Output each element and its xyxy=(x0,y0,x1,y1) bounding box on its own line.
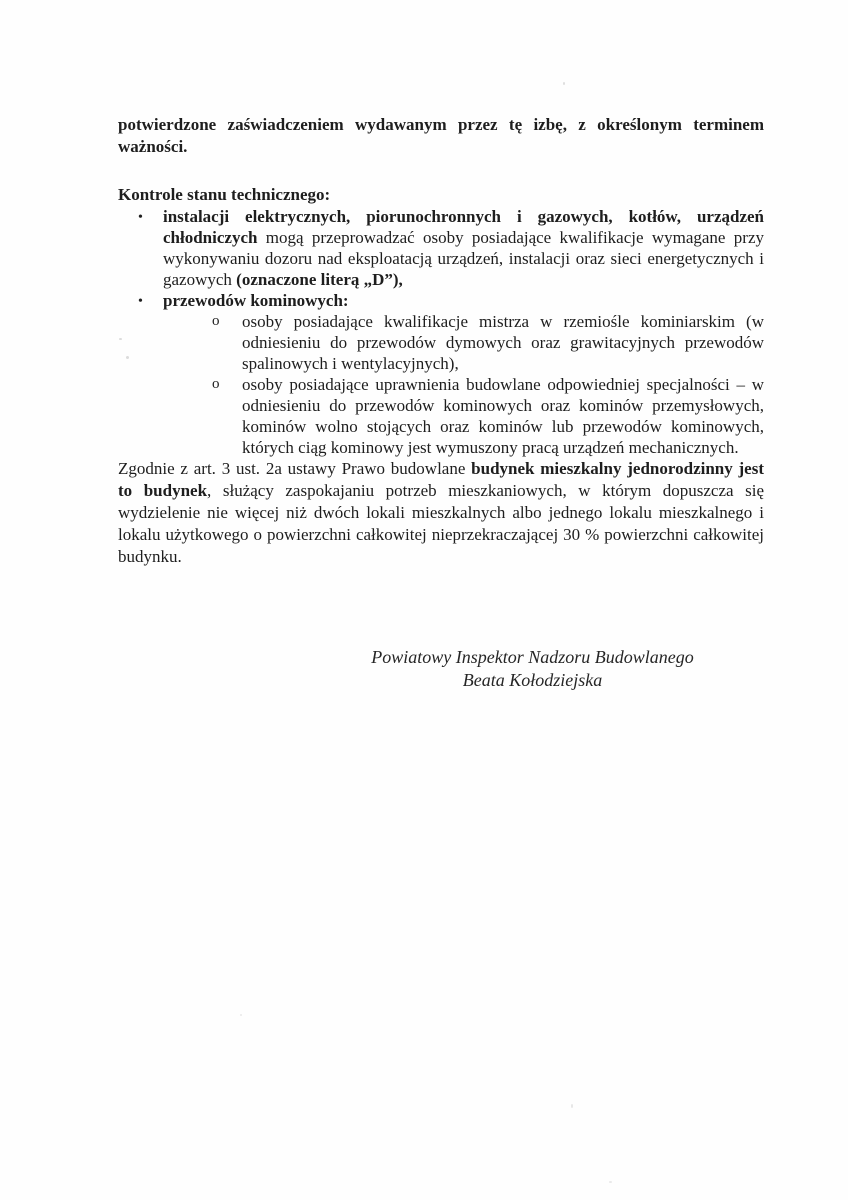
closing-bold-text: budynek mieszkalny jednorodzinny jest to budynek xyxy=(118,459,765,500)
section-heading: Kontrole stanu technicznego: xyxy=(118,185,331,204)
signature-block xyxy=(300,646,765,692)
closing-lead-text: Zgodnie z art. 3 ust. 2a ustawy Prawo budowlane xyxy=(118,459,472,478)
scan-artifact xyxy=(571,1104,573,1108)
intro-paragraph: potwierdzone zaświadczeniem wydawanym przez tę izbę, z określonym terminem ważności. xyxy=(118,115,764,156)
inspection-list xyxy=(118,206,764,458)
sub-list-item-1 xyxy=(208,311,764,374)
closing-paragraph xyxy=(118,458,764,568)
list-item-installations xyxy=(118,206,764,290)
scan-artifact xyxy=(609,1181,612,1183)
list-item-bold-tail: (oznaczone literą „D”), xyxy=(236,270,403,289)
chimney-label-bold: przewodów kominowych: xyxy=(163,291,349,310)
sub-list-item-2 xyxy=(208,374,764,458)
scan-artifact xyxy=(563,82,565,85)
bullet-disc-marker: • xyxy=(138,294,143,309)
bullet-disc-marker: • xyxy=(138,210,143,225)
circle-marker: o xyxy=(212,376,220,392)
list-item-label xyxy=(163,290,764,311)
circle-marker: o xyxy=(212,313,220,329)
signature-name: Beata Kołodziejska xyxy=(462,670,603,690)
sub-item-text: osoby posiadające kwalifikacje mistrza w rzemiośle kominiarskim (w odniesieniu do przewodów dymowych oraz grawitacyjnych przewodów spalinowych i wentylacyjnych), xyxy=(242,312,764,373)
list-item-bold-lead: instalacji elektrycznych, piorunochronnych i gazowych, kotłów, urządzeń chłodniczych xyxy=(163,207,764,247)
sub-item-text: osoby posiadające uprawnienia budowlane odpowiedniej specjalności – w odniesieniu do przewodów kominowych oraz kominów przemysłowych, kominów wolno stojących oraz kominów lub przewodów kominowych, których ciąg kominowy jest wymuszony pracą urządzeń mechanicznych. xyxy=(242,375,764,457)
list-item-chimney-flues xyxy=(118,290,764,458)
list-item-normal-text: mogą przeprowadzać osoby posiadające kwalifikacje wymagane przy wykonywaniu dozoru nad eksploatacją urządzeń, instalacji oraz sieci energetycznych i gazowych xyxy=(163,228,764,289)
list-item-text xyxy=(163,206,764,290)
scan-artifact xyxy=(240,1014,242,1016)
closing-tail-text: , służący zaspokajaniu potrzeb mieszkaniowych, w którym dopuszcza się wydzielenie nie więcej niż dwóch lokali mieszkalnych albo jednego lokalu mieszkalnego i lokalu użytkowego o powierzchni całkowitej nieprzekraczającej 30 % powierzchni całkowitej budynku. xyxy=(118,481,764,566)
signature-title: Powiatowy Inspektor Nadzoru Budowlanego xyxy=(371,647,694,667)
